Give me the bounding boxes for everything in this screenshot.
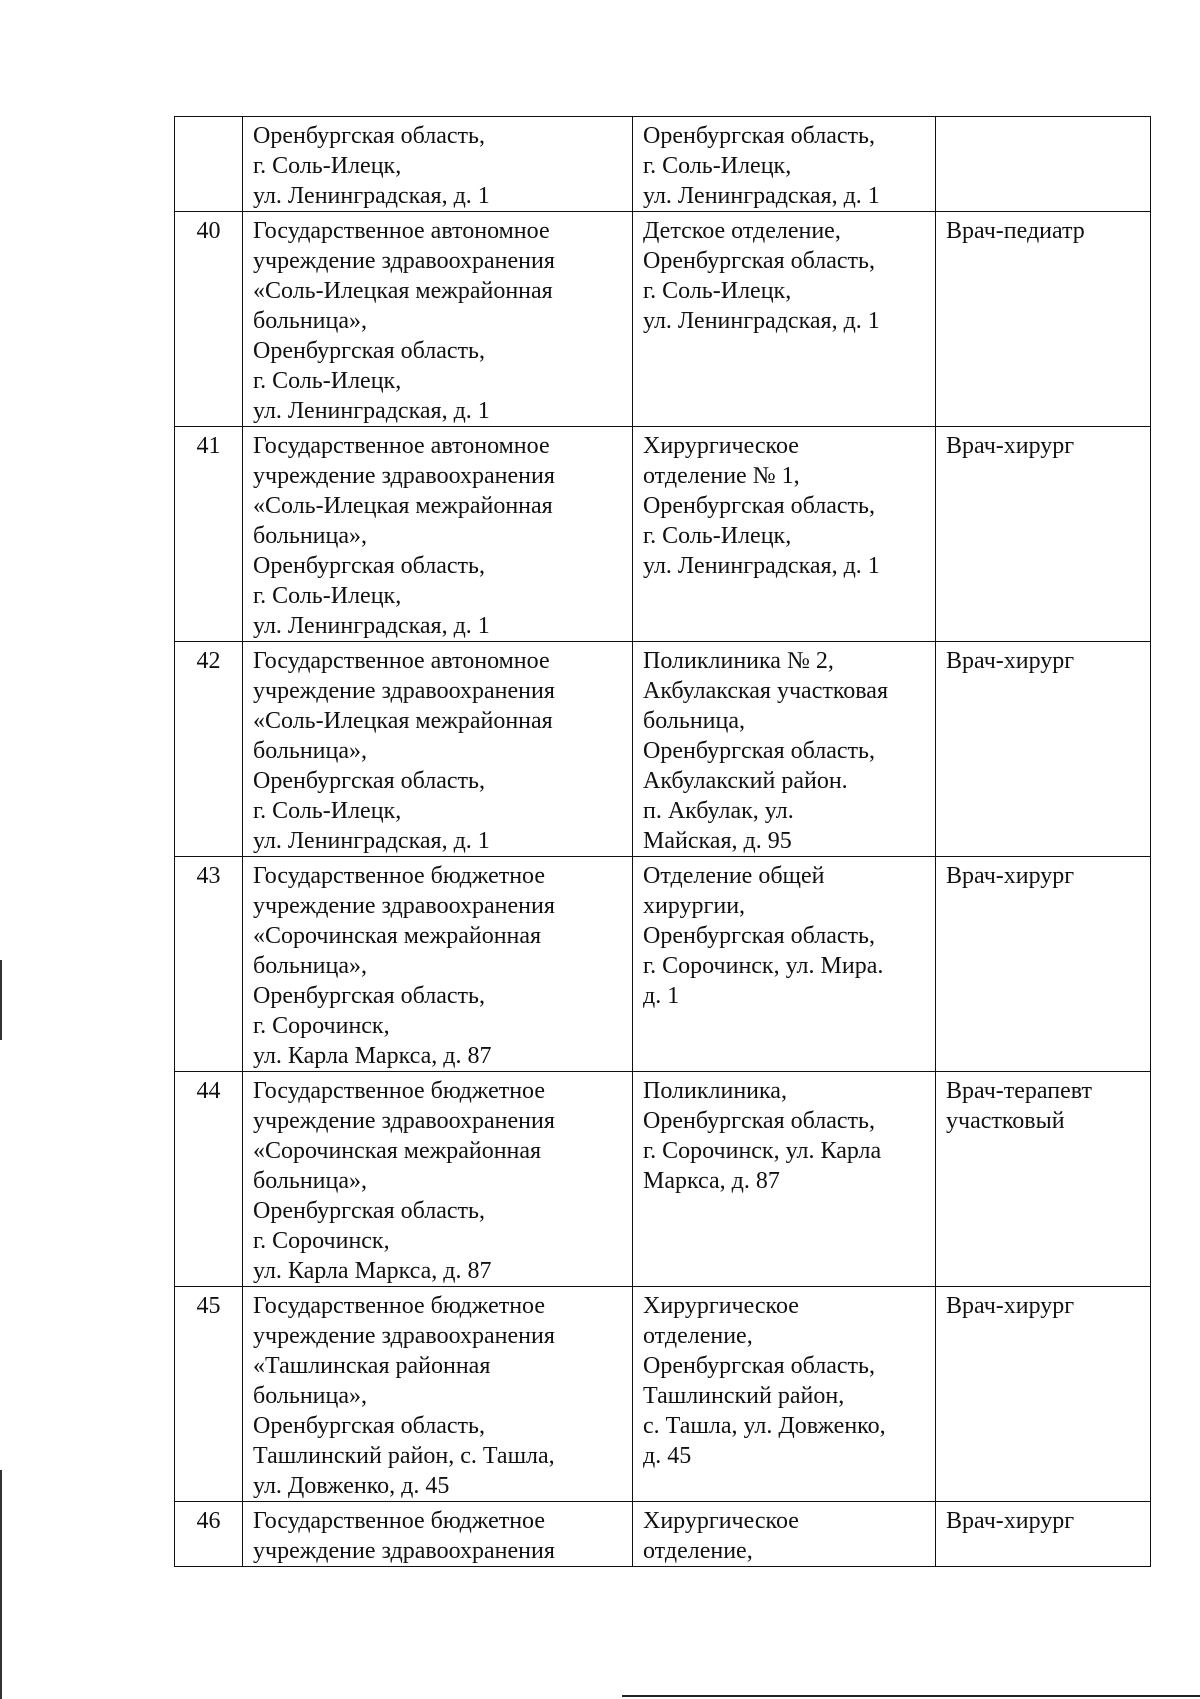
- institution-line: Государственное автономное: [253, 218, 550, 244]
- scan-edge-mark-bottom: [0, 1470, 2, 1699]
- position-line: участковый: [946, 1108, 1065, 1134]
- institution-line: Оренбургская область,: [253, 768, 485, 794]
- institution-cell: [243, 117, 633, 212]
- institution-line: больница»,: [253, 738, 367, 764]
- unit-cell: [633, 1072, 936, 1287]
- scan-edge-mark-top: [0, 960, 2, 1040]
- unit-line: больница,: [643, 708, 745, 734]
- unit-cell: [633, 427, 936, 642]
- institution-cell: [243, 1287, 633, 1502]
- unit-line: п. Акбулак, ул.: [643, 798, 794, 824]
- unit-line: Оренбургская область,: [643, 123, 875, 149]
- table-row: [175, 1502, 1151, 1567]
- unit-line: Оренбургская область,: [643, 493, 875, 519]
- unit-line: отделение № 1,: [643, 463, 800, 489]
- row-number-cell: [175, 1072, 243, 1287]
- institution-line: учреждение здравоохранения: [253, 248, 555, 274]
- institution-line: Государственное бюджетное: [253, 1508, 545, 1534]
- unit-line: Акбулакская участковая: [643, 678, 888, 704]
- institution-line: «Сорочинская межрайонная: [253, 1138, 542, 1164]
- position-cell: [936, 212, 1151, 427]
- institution-line: Оренбургская область,: [253, 983, 485, 1009]
- position-cell: [936, 1502, 1151, 1567]
- institution-line: Оренбургская область,: [253, 338, 485, 364]
- position-cell: [936, 117, 1151, 212]
- row-number-cell: [175, 212, 243, 427]
- unit-cell: [633, 117, 936, 212]
- position-line: Врач-педиатр: [946, 218, 1085, 244]
- position-line: Врач-хирург: [946, 648, 1075, 674]
- institution-line: Оренбургская область,: [253, 123, 485, 149]
- unit-line: Поликлиника № 2,: [643, 648, 834, 674]
- position-cell: [936, 857, 1151, 1072]
- unit-line: Маркса, д. 87: [643, 1168, 780, 1194]
- unit-line: г. Сорочинск, ул. Мира.: [643, 953, 884, 979]
- position-line: Врач-хирург: [946, 1508, 1075, 1534]
- unit-line: Оренбургская область,: [643, 1108, 875, 1134]
- table-row: [175, 117, 1151, 212]
- institution-line: больница»,: [253, 1168, 367, 1194]
- row-number: 44: [196, 1078, 221, 1104]
- institution-cell: [243, 1072, 633, 1287]
- institution-line: больница»,: [253, 523, 367, 549]
- table-row: [175, 212, 1151, 427]
- institution-line: «Сорочинская межрайонная: [253, 923, 542, 949]
- unit-line: г. Соль-Илецк,: [643, 523, 792, 549]
- institution-line: ул. Ленинградская, д. 1: [253, 183, 490, 209]
- position-cell: [936, 1072, 1151, 1287]
- institution-line: больница»,: [253, 308, 367, 334]
- unit-line: Акбулакский район.: [643, 768, 848, 794]
- position-line: Врач-хирург: [946, 433, 1075, 459]
- institution-line: ул. Ленинградская, д. 1: [253, 398, 490, 424]
- institution-line: ул. Ленинградская, д. 1: [253, 613, 490, 639]
- institution-line: Государственное бюджетное: [253, 1293, 545, 1319]
- institution-line: учреждение здравоохранения: [253, 463, 555, 489]
- institution-line: «Соль-Илецкая межрайонная: [253, 278, 553, 304]
- institution-line: Ташлинский район, с. Ташла,: [253, 1443, 555, 1469]
- institution-line: учреждение здравоохранения: [253, 678, 555, 704]
- institution-cell: [243, 1502, 633, 1567]
- unit-line: Оренбургская область,: [643, 923, 875, 949]
- unit-line: Поликлиника,: [643, 1078, 787, 1104]
- unit-line: Детское отделение,: [643, 218, 841, 244]
- institution-line: больница»,: [253, 953, 367, 979]
- unit-cell: [633, 212, 936, 427]
- institution-line: г. Сорочинск,: [253, 1228, 390, 1254]
- table-row: [175, 427, 1151, 642]
- position-cell: [936, 427, 1151, 642]
- institution-line: Государственное автономное: [253, 433, 550, 459]
- unit-line: г. Сорочинск, ул. Карла: [643, 1138, 882, 1164]
- institution-line: учреждение здравоохранения: [253, 1108, 555, 1134]
- row-number-cell: [175, 857, 243, 1072]
- table-row: [175, 1287, 1151, 1502]
- institution-line: «Соль-Илецкая межрайонная: [253, 708, 553, 734]
- institution-line: учреждение здравоохранения: [253, 1323, 555, 1349]
- unit-line: ул. Ленинградская, д. 1: [643, 553, 880, 579]
- row-number-cell: [175, 1502, 243, 1567]
- position-line: Врач-терапевт: [946, 1078, 1092, 1104]
- unit-line: с. Ташла, ул. Довженко,: [643, 1413, 886, 1439]
- row-number: 43: [196, 863, 221, 889]
- unit-line: отделение,: [643, 1538, 753, 1564]
- registry-table-body: [175, 117, 1151, 1567]
- institution-cell: [243, 857, 633, 1072]
- unit-cell: [633, 642, 936, 857]
- institution-line: ул. Ленинградская, д. 1: [253, 828, 490, 854]
- unit-line: ул. Ленинградская, д. 1: [643, 183, 880, 209]
- row-number: 41: [196, 433, 221, 459]
- row-number: 46: [196, 1508, 221, 1534]
- position-line: Врач-хирург: [946, 863, 1075, 889]
- table-row: [175, 1072, 1151, 1287]
- institution-line: больница»,: [253, 1383, 367, 1409]
- unit-line: Оренбургская область,: [643, 1353, 875, 1379]
- position-cell: [936, 1287, 1151, 1502]
- row-number: 42: [196, 648, 221, 674]
- institution-line: г. Соль-Илецк,: [253, 798, 402, 824]
- unit-line: Оренбургская область,: [643, 248, 875, 274]
- unit-line: д. 45: [643, 1443, 692, 1469]
- position-line: Врач-хирург: [946, 1293, 1075, 1319]
- unit-line: Хирургическое: [643, 1508, 799, 1534]
- unit-line: ул. Ленинградская, д. 1: [643, 308, 880, 334]
- institution-line: Оренбургская область,: [253, 1413, 485, 1439]
- unit-line: Оренбургская область,: [643, 738, 875, 764]
- institution-line: ул. Карла Маркса, д. 87: [253, 1258, 492, 1284]
- unit-line: д. 1: [643, 983, 680, 1009]
- unit-line: хирургии,: [643, 893, 746, 919]
- row-number: 45: [196, 1293, 221, 1319]
- row-number-cell: [175, 1287, 243, 1502]
- unit-line: отделение,: [643, 1323, 753, 1349]
- unit-line: Хирургическое: [643, 433, 799, 459]
- institution-line: учреждение здравоохранения: [253, 893, 555, 919]
- unit-cell: [633, 857, 936, 1072]
- institution-line: Государственное автономное: [253, 648, 550, 674]
- institution-line: г. Соль-Илецк,: [253, 368, 402, 394]
- institution-line: учреждение здравоохранения: [253, 1538, 555, 1564]
- institution-cell: [243, 642, 633, 857]
- institution-line: «Соль-Илецкая межрайонная: [253, 493, 553, 519]
- page-bottom-rule: [622, 1695, 1200, 1697]
- institution-line: г. Сорочинск,: [253, 1013, 390, 1039]
- institution-line: ул. Довженко, д. 45: [253, 1473, 450, 1499]
- position-cell: [936, 642, 1151, 857]
- row-number-cell: [175, 427, 243, 642]
- institution-line: «Ташлинская районная: [253, 1353, 491, 1379]
- institution-line: ул. Карла Маркса, д. 87: [253, 1043, 492, 1069]
- unit-line: Хирургическое: [643, 1293, 799, 1319]
- institution-line: Государственное бюджетное: [253, 863, 545, 889]
- unit-line: Ташлинский район,: [643, 1383, 845, 1409]
- row-number-cell: [175, 117, 243, 212]
- institution-line: Государственное бюджетное: [253, 1078, 545, 1104]
- institution-line: Оренбургская область,: [253, 1198, 485, 1224]
- institution-cell: [243, 212, 633, 427]
- unit-line: г. Соль-Илецк,: [643, 153, 792, 179]
- table-row: [175, 642, 1151, 857]
- unit-cell: [633, 1502, 936, 1567]
- registry-table: [174, 116, 1151, 1567]
- unit-line: Отделение общей: [643, 863, 825, 889]
- institution-line: Оренбургская область,: [253, 553, 485, 579]
- unit-line: г. Соль-Илецк,: [643, 278, 792, 304]
- institution-line: г. Соль-Илецк,: [253, 583, 402, 609]
- table-row: [175, 857, 1151, 1072]
- row-number: 40: [196, 218, 221, 244]
- institution-cell: [243, 427, 633, 642]
- unit-cell: [633, 1287, 936, 1502]
- unit-line: Майская, д. 95: [643, 828, 792, 854]
- row-number-cell: [175, 642, 243, 857]
- institution-line: г. Соль-Илецк,: [253, 153, 402, 179]
